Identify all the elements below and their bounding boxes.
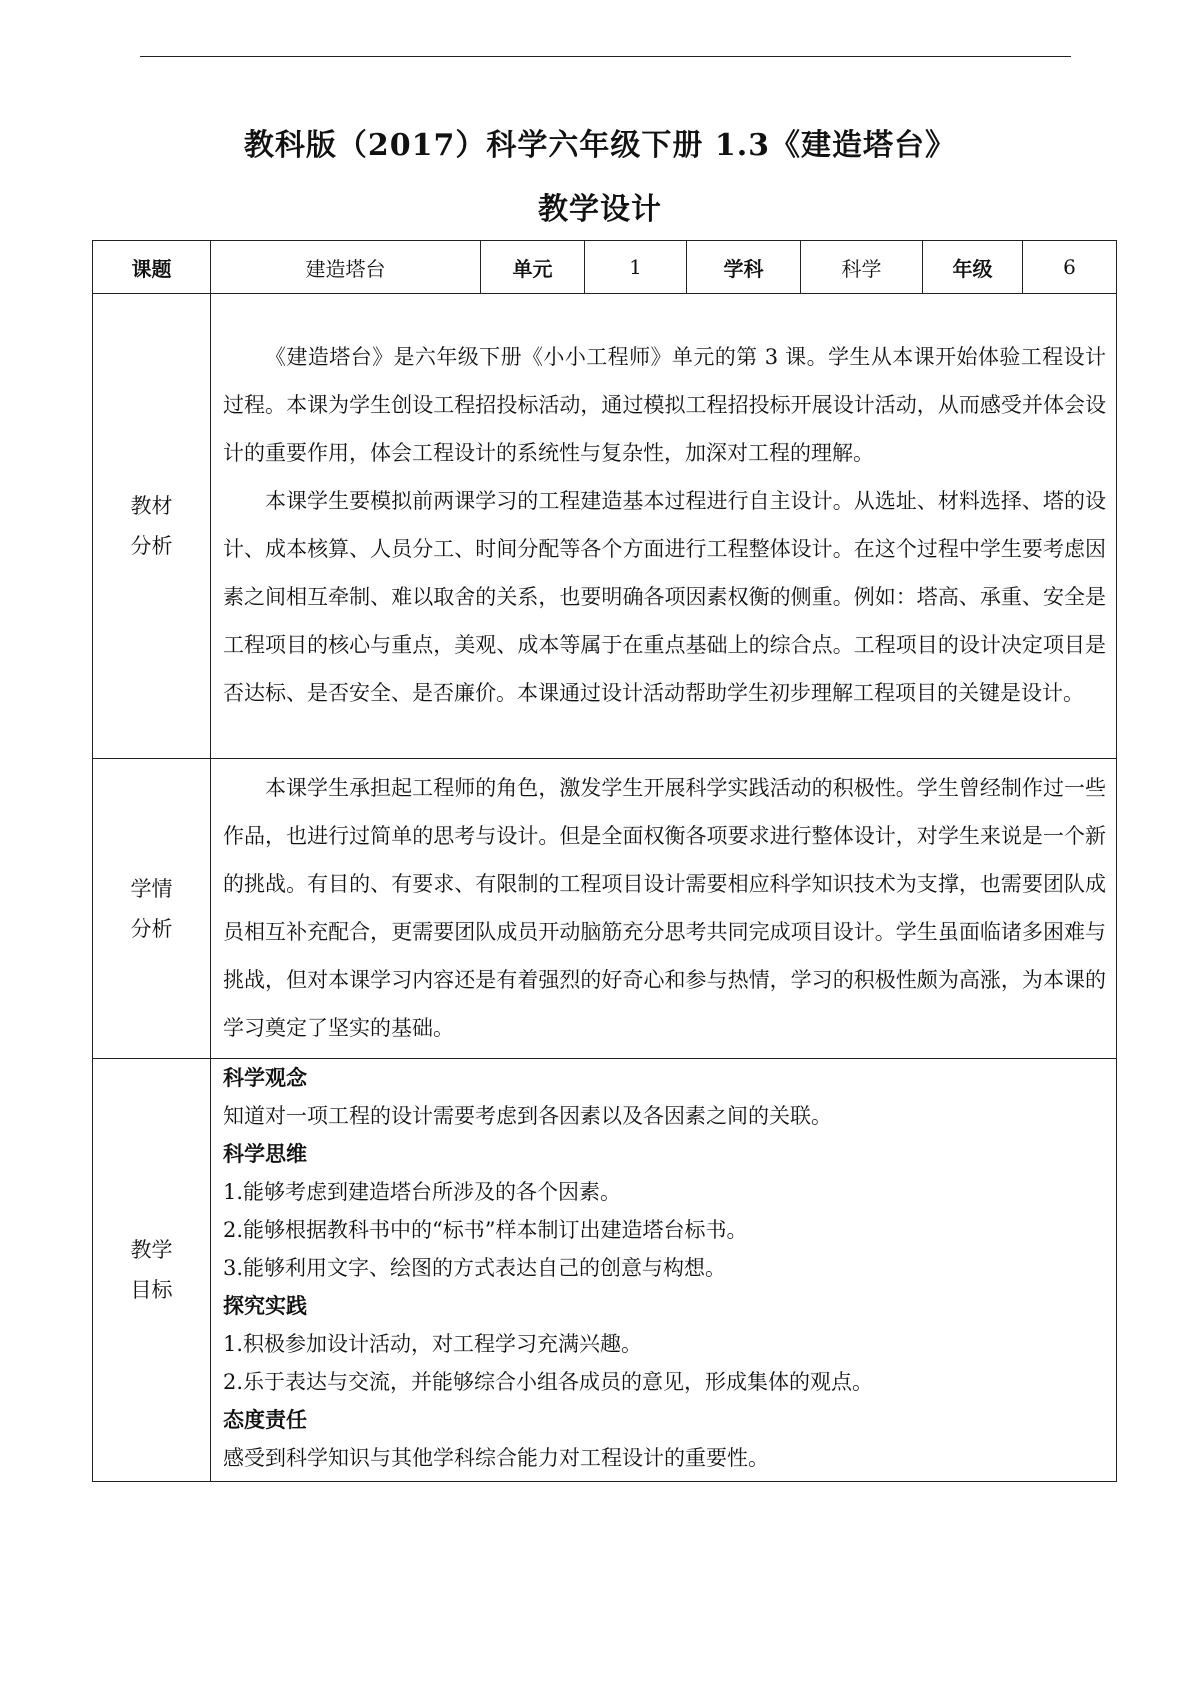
paragraph: 本课学生承担起工程师的角色，激发学生开展科学实践活动的积极性。学生曾经制作过一些作品，也进行过简单的思考与设计。但是全面权衡各项要求进行整体设计，对学生来说是一个新的挑战。有目的、有要求、有限制的工程项目设计需要相应科学知识技术为支撑，也需要团队成员相互补充配合，更需要团队成员开动脑筋充分思考共同完成项目设计。学生虽面临诸多困难与挑战，但对本课学习内容还是有着强烈的好奇心和参与热情，学习的积极性颇为高涨，为本课的学习奠定了坚实的基础。	[223, 775, 1106, 1040]
subject-value: 科学	[801, 241, 923, 294]
goal-heading: 科学观念	[223, 1066, 307, 1090]
goal-heading: 态度责任	[223, 1408, 307, 1432]
paragraph: 《建造塔台》是六年级下册《小小工程师》单元的第 3 课。学生从本课开始体验工程设计过程。本课为学生创设工程招投标活动，通过模拟工程招投标开展设计活动，从而感受并体会设计的重要作用，体会工程设计的系统性与复杂性，加深对工程的理解。	[223, 345, 1106, 465]
document-title: 教科版（2017）科学六年级下册 1.3《建造塔台》	[243, 128, 957, 163]
unit-label: 单元	[481, 241, 585, 294]
textbook-analysis-content	[211, 294, 1117, 759]
document-subtitle: 教学设计	[538, 192, 662, 227]
student-analysis-row	[93, 759, 1117, 1059]
student-analysis-content	[211, 759, 1117, 1059]
grade-value: 6	[1023, 241, 1117, 294]
textbook-analysis-row	[93, 294, 1117, 759]
goal-item: 3.能够利用文字、绘图的方式表达自己的创意与构想。	[223, 1256, 727, 1280]
lesson-plan-table	[92, 240, 1117, 1482]
grade-label: 年级	[923, 241, 1023, 294]
unit-value: 1	[585, 241, 687, 294]
header-row	[93, 241, 1117, 294]
goal-item: 2.能够根据教科书中的“标书”样本制订出建造塔台标书。	[223, 1218, 748, 1242]
goal-item: 1.能够考虑到建造塔台所涉及的各个因素。	[223, 1180, 622, 1204]
student-analysis-label: 学情 分析	[93, 759, 211, 1059]
textbook-analysis-label: 教材 分析	[93, 294, 211, 759]
topic-label: 课题	[93, 241, 211, 294]
goal-item: 感受到科学知识与其他学科综合能力对工程设计的重要性。	[223, 1446, 769, 1470]
header-rule	[140, 56, 1071, 57]
subject-label: 学科	[687, 241, 801, 294]
teaching-goals-label: 教学 目标	[93, 1059, 211, 1482]
goal-item: 2.乐于表达与交流，并能够综合小组各成员的意见，形成集体的观点。	[223, 1370, 874, 1394]
teaching-goals-row	[93, 1059, 1117, 1482]
paragraph: 本课学生要模拟前两课学习的工程建造基本过程进行自主设计。从选址、材料选择、塔的设计、成本核算、人员分工、时间分配等各个方面进行工程整体设计。在这个过程中学生要考虑因素之间相互牵制、难以取舍的关系，也要明确各项因素权衡的侧重。例如：塔高、承重、安全是工程项目的核心与重点，美观、成本等属于在重点基础上的综合点。工程项目的设计决定项目是否达标、是否安全、是否廉价。本课通过设计活动帮助学生初步理解工程项目的关键是设计。	[223, 489, 1106, 705]
topic-value: 建造塔台	[211, 241, 481, 294]
goal-heading: 科学思维	[223, 1142, 307, 1166]
teaching-goals-content	[211, 1059, 1117, 1482]
goal-item: 1.积极参加设计活动，对工程学习充满兴趣。	[223, 1332, 643, 1356]
goal-heading: 探究实践	[223, 1294, 307, 1318]
goal-item: 知道对一项工程的设计需要考虑到各因素以及各因素之间的关联。	[223, 1104, 832, 1128]
